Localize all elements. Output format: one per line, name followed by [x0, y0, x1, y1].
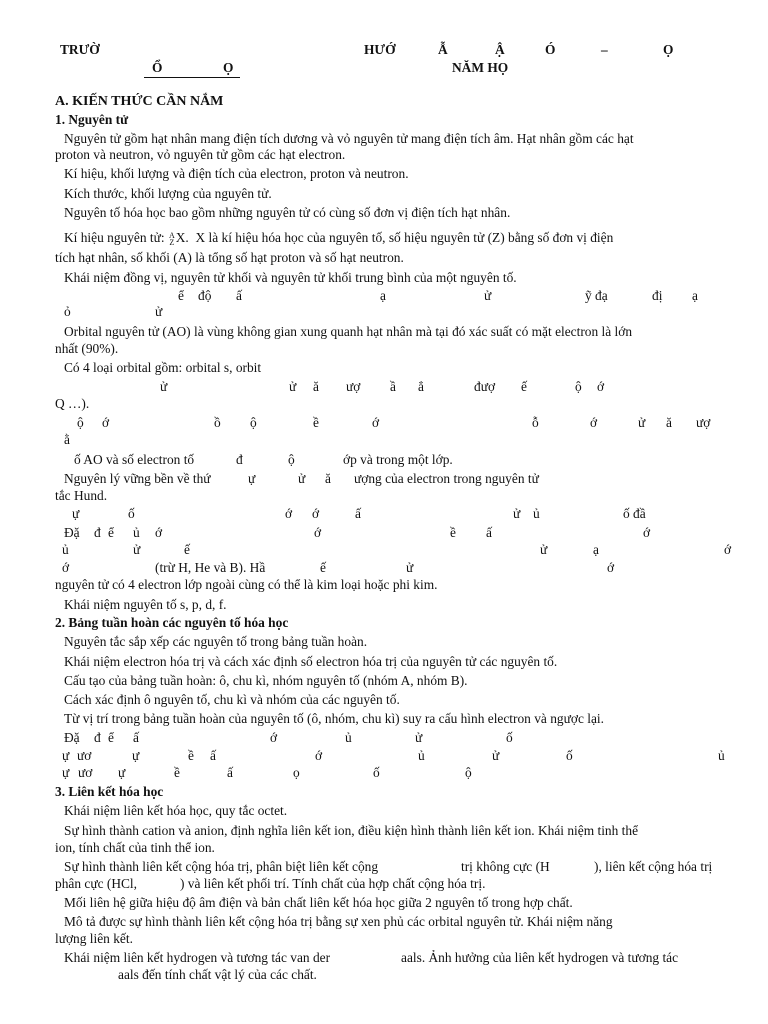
- section-2-title: 2. Bảng tuần hoàn các nguyên tố hóa học: [55, 615, 289, 630]
- s3-line-3b-2: ) và liên kết phối trí. Tính chất của hợp chất cộng hóa trị.: [180, 876, 486, 891]
- s1-frag-i-4: ạ: [593, 542, 599, 557]
- atomic-number: Z: [169, 237, 175, 247]
- s2-line-2: Khái niệm electron hóa trị và cách xác định số electron hóa trị của nguyên tử các nguyên tố.: [64, 654, 558, 669]
- s1-frag-a-5: ỹ đạ: [585, 288, 608, 303]
- s1-frag-h-8: ớ: [643, 525, 651, 540]
- s1-line-2-frag-0: ự: [248, 471, 256, 486]
- s2-frag-c-5: ọ: [293, 765, 300, 780]
- header-glyph-row2-0: Ổ: [152, 60, 163, 75]
- s2-frag-b-2: ự: [132, 748, 140, 763]
- s1-frag-a-1: độ: [198, 288, 212, 303]
- s1-para-3: Kích thước, khối lượng của nguyên tử.: [64, 186, 272, 201]
- s1-frag-g-4: ấ: [355, 506, 361, 521]
- s1-frag-h-3: ủ: [133, 525, 140, 540]
- s1-frag-a-2: ấ: [236, 288, 242, 303]
- s2-frag-b-6: ủ: [418, 748, 425, 763]
- s1-frag-c-4: ầ: [390, 379, 396, 394]
- s1-frag-a-7: ạ: [692, 288, 698, 303]
- s3-line-4: Mối liên hệ giữa hiệu độ âm điện và bản chất liên kết hóa học giữa 2 nguyên tố trong hợp chất.: [64, 895, 573, 910]
- s1-frag-g-6: ủ: [533, 506, 540, 521]
- s1-frag-a-6: đị: [652, 288, 663, 303]
- s2-frag-b-0: ự: [62, 748, 70, 763]
- s2-frag-c-4: ấ: [227, 765, 233, 780]
- s1-para-1a: Nguyên tử gồm hạt nhân mang điện tích dương và vỏ nguyên tử mang điện tích âm. Hạt nhân gồm các hạt: [64, 131, 634, 146]
- s1-frag-i-1: ử: [133, 542, 141, 557]
- s2-frag-c-1: ươ: [78, 765, 93, 780]
- s2-frag-a-3: ấ: [133, 730, 139, 745]
- s1-frag-i-5: ớ: [724, 542, 732, 557]
- s1-frag-g-3: ớ: [312, 506, 320, 521]
- header-glyph-row1-6: Ọ: [663, 42, 674, 57]
- s1-frag-h-1: đ: [94, 525, 101, 540]
- s1-line-1-pre: ố AO và số electron tố: [74, 452, 195, 467]
- s1-frag-e-1: ớ: [102, 415, 110, 430]
- s1-frag-c-2: ă: [313, 379, 319, 394]
- s1-frag-i-3: ử: [540, 542, 548, 557]
- s1-frag-g-5: ử: [513, 506, 521, 521]
- s2-line-1: Nguyên tắc sắp xếp các nguyên tố trong bảng tuần hoàn.: [64, 634, 368, 649]
- s3-line-5a: Mô tả được sự hình thành liên kết cộng hóa trị bằng sự xen phủ các orbital nguyên tử. Khái niệm năng: [64, 914, 613, 929]
- s1-line-1-frag-1: ộ: [288, 452, 295, 467]
- s1-line-5: nguyên tử có 4 electron lớp ngoài cùng có thể là kim loại hoặc phi kim.: [55, 577, 438, 592]
- s1-frag-a-0: ể: [178, 288, 184, 303]
- s2-frag-c-6: ố: [373, 765, 380, 780]
- s1-frag-e-10: ượ: [696, 415, 711, 430]
- s3-line-3a-3: ), liên kết cộng hóa trị: [594, 859, 713, 874]
- s3-line-1: Khái niệm liên kết hóa học, quy tắc octet.: [64, 803, 288, 818]
- s1-para-6: Khái niệm đồng vị, nguyên tử khối và nguyên tử khối trung bình của một nguyên tố.: [64, 270, 517, 285]
- s1-frag-e-3: ộ: [250, 415, 257, 430]
- s1-frag-e-7: ớ: [590, 415, 598, 430]
- s1-fragment-line-f: ằ: [64, 432, 70, 447]
- s1-frag-h-5: ớ: [314, 525, 322, 540]
- s1-line-4-frag-1: ử: [406, 560, 414, 575]
- s1-frag-c-5: ẳ: [418, 379, 424, 394]
- s1-frag-b-0: ỏ: [64, 304, 71, 319]
- s1-frag-h-7: ấ: [486, 525, 492, 540]
- s3-line-2a: Sự hình thành cation và anion, định nghĩa liên kết ion, điều kiện hình thành liên kết ion. Khái niệm tinh thể: [64, 823, 639, 838]
- s1-frag-a-4: ử: [484, 288, 492, 303]
- s1-fragment-line-d: Q …).: [55, 396, 90, 411]
- s2-frag-a-4: ớ: [270, 730, 278, 745]
- s1-line-3: tắc Hund.: [55, 488, 108, 503]
- s1-line-2-pre: Nguyên lý vững bền về thứ: [64, 471, 211, 486]
- s1-para-8: Có 4 loại orbital gồm: orbital s, orbit: [64, 360, 262, 375]
- s2-frag-c-3: ề: [174, 765, 180, 780]
- s2-frag-b-7: ử: [492, 748, 500, 763]
- s3-line-3a-2: trị không cực (H: [461, 859, 550, 874]
- s1-line-4-mid: (trừ H, He và B). Hầ: [155, 560, 266, 575]
- s2-frag-c-2: ự: [118, 765, 126, 780]
- s1-frag-c-3: ượ: [346, 379, 361, 394]
- s1-line-4-frag-0: ế: [320, 560, 326, 575]
- s1-para-5-pre: Kí hiệu nguyên tử:: [64, 230, 168, 245]
- s1-frag-e-2: ồ: [214, 415, 221, 430]
- s1-frag-h-4: ớ: [155, 525, 163, 540]
- s1-frag-i-2: ế: [184, 542, 190, 557]
- s1-frag-c-1: ử: [289, 379, 297, 394]
- s1-line-4-frag-2: ớ: [607, 560, 615, 575]
- s2-frag-a-6: ử: [415, 730, 423, 745]
- s2-frag-c-0: ự: [62, 765, 70, 780]
- s2-frag-b-4: ấ: [210, 748, 216, 763]
- section-3-title: 3. Liên kết hóa học: [55, 784, 164, 799]
- s1-frag-g-2: ớ: [285, 506, 293, 521]
- header-glyph-row1-0: TRƯỜ: [60, 42, 100, 57]
- s1-frag-h-6: ề: [450, 525, 456, 540]
- header-glyph-row1-4: Ó: [545, 42, 556, 57]
- section-1-title: 1. Nguyên tử: [55, 112, 129, 127]
- s2-frag-a-2: ể: [108, 730, 114, 745]
- s3-line-2b: ion, tính chất của tinh thể ion.: [55, 840, 215, 855]
- s1-para-2: Kí hiệu, khối lượng và điện tích của electron, proton và neutron.: [64, 166, 409, 181]
- s1-para-4: Nguyên tố hóa học bao gồm những nguyên tử có cùng số đơn vị điện tích hạt nhân.: [64, 205, 511, 220]
- s1-frag-c-0: ử: [160, 379, 168, 394]
- s1-line-2-frag-2: ă: [325, 471, 331, 486]
- section-a-heading: A. KIẾN THỨC CẦN NẮM: [55, 94, 224, 109]
- header-glyph-row1-2: Ẫ: [438, 42, 448, 57]
- s1-line-2-frag-1: ử: [298, 471, 306, 486]
- nuclide-notation: [169, 232, 175, 246]
- s1-para-7a: Orbital nguyên tử (AO) là vùng không gian xung quanh hạt nhân mà tại đó xác suất có mặt electron là lớn: [64, 324, 633, 339]
- header-glyph-row1-5: –: [601, 42, 608, 57]
- s1-frag-a-3: ạ: [380, 288, 386, 303]
- s1-para-7b: nhất (90%).: [55, 341, 119, 356]
- header-glyph-row1-3: Ậ: [495, 42, 505, 57]
- s3-line-3b-1: phân cực (HCl,: [55, 876, 137, 891]
- s1-frag-e-4: ề: [313, 415, 319, 430]
- header-glyph-row1-1: HƯỚ: [364, 42, 396, 57]
- s1-line-6: Khái niệm nguyên tố s, p, d, f.: [64, 597, 227, 612]
- mass-number: A: [168, 230, 175, 240]
- header-glyph-row2-1: Ọ: [223, 60, 234, 75]
- s3-line-3a-1: Sự hình thành liên kết cộng hóa trị, phân biệt liên kết cộng: [64, 859, 379, 874]
- s2-frag-b-9: ủ: [718, 748, 725, 763]
- s3-line-6a-1: Khái niệm liên kết hydrogen và tương tác van der: [64, 950, 331, 965]
- s3-line-5b: lượng liên kết.: [55, 931, 133, 946]
- s1-para-5-post: X. X là kí hiệu hóa học của nguyên tố, số hiệu nguyên tử (Z) bằng số đơn vị điện: [175, 230, 614, 245]
- s2-line-3: Cấu tạo của bảng tuần hoàn: ô, chu kì, nhóm nguyên tố (nhóm A, nhóm B).: [64, 673, 468, 688]
- s1-frag-h-2: ể: [108, 525, 114, 540]
- s1-para-5b: tích hạt nhân, số khối (A) là tổng số hạt proton và số hạt neutron.: [55, 250, 404, 265]
- s1-frag-e-0: ộ: [77, 415, 84, 430]
- s1-frag-e-8: ử: [638, 415, 646, 430]
- s1-frag-i-0: ủ: [62, 542, 69, 557]
- s1-line-4-pre: ớ: [62, 560, 70, 575]
- s1-frag-g-7: ố đầ: [623, 506, 646, 521]
- s2-frag-b-5: ớ: [315, 748, 323, 763]
- header-underline: [144, 77, 240, 78]
- s1-para-1b: proton và neutron, vỏ nguyên tử gồm các hạt electron.: [55, 147, 346, 162]
- s2-frag-a-1: đ: [94, 730, 101, 745]
- s1-frag-c-7: ế: [521, 379, 527, 394]
- s1-frag-g-0: ự: [72, 506, 80, 521]
- s2-frag-b-1: ươ: [77, 748, 92, 763]
- s1-frag-h-0: Đặ: [64, 525, 80, 540]
- s2-frag-a-0: Đặ: [64, 730, 80, 745]
- s1-frag-b-1: ử: [155, 304, 163, 319]
- s3-line-6b: aals đến tính chất vật lý của các chất.: [118, 967, 317, 982]
- s1-frag-e-5: ớ: [372, 415, 380, 430]
- s2-line-4: Cách xác định ô nguyên tố, chu kì và nhóm của các nguyên tố.: [64, 692, 400, 707]
- s1-frag-g-1: ố: [128, 506, 135, 521]
- s1-frag-c-9: ớ: [597, 379, 605, 394]
- s1-frag-e-9: ă: [666, 415, 672, 430]
- s1-line-1-frag-0: đ: [236, 452, 243, 467]
- s2-frag-b-8: ố: [566, 748, 573, 763]
- s2-line-5: Từ vị trí trong bảng tuần hoàn của nguyên tố (ô, nhóm, chu kì) suy ra cấu hình electron và ngược lại.: [64, 711, 604, 726]
- s1-frag-c-8: ộ: [575, 379, 582, 394]
- s1-frag-e-6: ỗ: [532, 415, 539, 430]
- s2-frag-c-7: ộ: [465, 765, 472, 780]
- s2-frag-b-3: ề: [188, 748, 194, 763]
- s1-para-5a: [64, 230, 613, 246]
- s2-frag-a-5: ủ: [345, 730, 352, 745]
- s3-line-6a-2: aals. Ảnh hưởng của liên kết hydrogen và tương tác: [401, 950, 679, 965]
- s2-frag-a-7: ố: [506, 730, 513, 745]
- header-glyph-row2-2: NĂM HỌ: [452, 60, 509, 75]
- s1-frag-c-6: đượ: [474, 379, 496, 394]
- s1-line-1-post: ớp và trong một lớp.: [343, 452, 453, 467]
- s1-line-2-post: ượng của electron trong nguyên tử: [354, 471, 539, 486]
